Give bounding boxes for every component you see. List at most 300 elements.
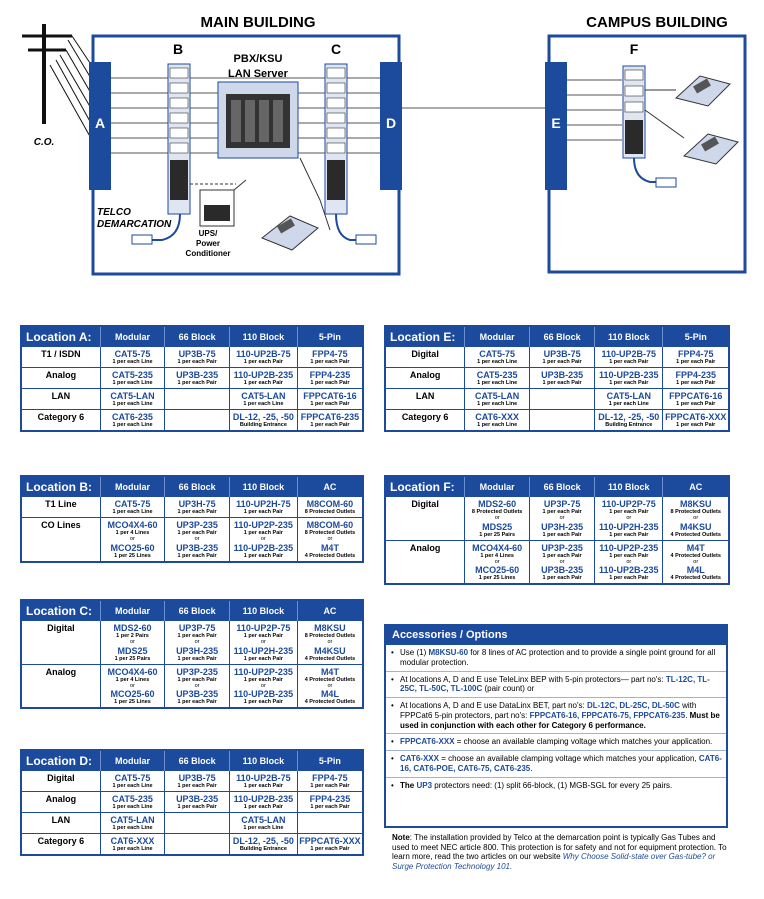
table-cell — [595, 347, 663, 368]
part-quantity: 1 per each Pair — [310, 380, 350, 386]
part-number: M4T — [320, 542, 339, 553]
part-quantity: 1 per 25 Pairs — [114, 655, 151, 662]
table-cell — [663, 347, 728, 368]
part-quantity: 1 per each Pair — [177, 509, 217, 515]
part-quantity: 1 per each Pair — [310, 783, 350, 789]
part-quantity: 1 per each Pair — [609, 531, 649, 538]
table-cell — [165, 389, 230, 410]
pbx-label-2: LAN Server — [228, 68, 288, 80]
part-number: 110-UP2P-235 — [233, 666, 293, 677]
row-label: LAN — [22, 813, 100, 834]
part-number: M8KSU — [314, 623, 346, 633]
article-link-surge-protection[interactable]: Surge Protection Technology 101 — [392, 861, 511, 871]
location-c-label: C — [330, 41, 342, 57]
part-number: UP3 — [416, 780, 433, 790]
row-label: Analog — [22, 368, 100, 389]
table-cell — [595, 497, 663, 541]
row-label: Digital — [22, 621, 100, 665]
part-quantity: 1 per each Line — [243, 401, 284, 407]
part-number: CAT5-75 — [114, 349, 151, 359]
table-cell — [465, 497, 530, 541]
part-number: FPPCAT6-235 — [300, 412, 360, 422]
or-separator: or — [260, 639, 266, 645]
part-quantity: 1 per each Pair — [177, 380, 217, 386]
part-quantity: 1 per each Line — [477, 380, 518, 386]
column-header: 110 Block — [229, 327, 297, 347]
part-quantity: 1 per 25 Pairs — [479, 531, 516, 538]
part-quantity: 1 per each Pair — [310, 422, 350, 428]
part-number: M4T — [320, 666, 339, 677]
table-cell — [100, 368, 165, 389]
table-cell — [100, 497, 165, 518]
part-quantity: 1 per each Pair — [609, 575, 649, 581]
part-quantity: 8 Protected Outlets — [304, 530, 356, 536]
table-row — [386, 540, 728, 583]
part-quantity: 1 per each Pair — [609, 380, 649, 386]
table-cell — [297, 347, 362, 368]
part-quantity: 4 Protected Outlets — [670, 575, 721, 581]
table-row — [22, 813, 362, 834]
part-quantity: 1 per each Pair — [177, 676, 217, 683]
location-b-label: B — [172, 41, 184, 57]
part-quantity: 1 per 25 Lines — [114, 699, 151, 705]
table-cell — [530, 497, 595, 541]
part-number: CAT6-XXX — [400, 754, 439, 763]
table-header-row — [22, 477, 362, 497]
accessories-title: Accessories / Options — [386, 626, 726, 645]
table-cell — [297, 410, 362, 431]
part-quantity: 1 per each Pair — [243, 655, 283, 662]
table-cell — [297, 813, 362, 834]
table-cell — [663, 368, 728, 389]
part-quantity: 1 per each Pair — [243, 633, 283, 639]
part-number: FPPCAT6-16 — [303, 391, 357, 401]
part-number: UP3P-235 — [541, 542, 583, 553]
cable-f-jack — [634, 158, 658, 182]
part-quantity: 1 per each Line — [112, 422, 153, 428]
location-a-label: A — [94, 115, 106, 131]
or-separator: or — [194, 682, 200, 689]
table-header-row — [22, 751, 362, 771]
part-number: FPPCAT6-XXX — [400, 737, 455, 747]
location-b-table — [20, 475, 364, 563]
table-cell — [100, 813, 165, 834]
table-cell — [165, 792, 230, 813]
accessory-text: At locations A, D and E use TeleLinx BEP with 5-pin protectors— part no's: — [400, 674, 666, 684]
table-cell — [297, 834, 362, 855]
part-quantity: Building Entrance — [239, 422, 287, 428]
part-quantity: 8 Protected Outlets — [471, 509, 523, 515]
accessory-text: The — [400, 780, 417, 790]
cable-c-jack — [336, 214, 358, 240]
part-quantity: 1 per each Pair — [310, 846, 350, 852]
table-cell — [595, 368, 663, 389]
part-number: CAT5-235 — [112, 794, 153, 804]
part-number: CAT5-LAN — [241, 391, 286, 401]
column-header: Modular — [100, 601, 165, 621]
part-number: 110-UP2H-235 — [233, 645, 294, 656]
part-quantity: 1 per each Pair — [243, 699, 283, 705]
network-diagram — [0, 0, 764, 290]
or-separator: or — [194, 639, 200, 645]
part-number: MDS25 — [482, 521, 513, 532]
part-quantity: 1 per each Pair — [243, 552, 283, 559]
part-number: MDS25 — [117, 645, 148, 656]
table-cell — [229, 497, 297, 518]
part-number: CAT5-235 — [476, 370, 518, 380]
table-cell — [530, 347, 595, 368]
part-number: FPP4-75 — [677, 349, 714, 359]
wall-jack-b-icon — [132, 235, 152, 244]
part-number: 110-UP2P-75 — [601, 499, 656, 509]
part-number: UP3H-75 — [178, 499, 216, 509]
table-cell — [100, 518, 165, 561]
part-quantity: 1 per each Pair — [676, 422, 716, 428]
part-quantity: 1 per each Line — [477, 401, 518, 407]
part-number: 110-UP2P-235 — [599, 542, 659, 553]
part-quantity: 1 per each Pair — [177, 804, 217, 810]
part-quantity: 4 Protected Outlets — [670, 531, 721, 538]
part-quantity: 1 per each Pair — [676, 380, 716, 386]
or-separator: or — [693, 558, 699, 565]
part-number: FPP4-235 — [675, 370, 716, 380]
location-f-label: F — [629, 41, 639, 57]
table-cell — [229, 771, 297, 792]
table-cell — [165, 410, 230, 431]
or-separator: or — [626, 515, 632, 521]
part-number: FPPCAT6-16 — [669, 391, 723, 401]
part-quantity: 8 Protected Outlets — [304, 509, 356, 515]
row-label: Analog — [22, 664, 100, 707]
table-title: Location B: — [22, 477, 100, 497]
table-cell — [100, 664, 165, 707]
part-quantity: 1 per each Line — [243, 825, 284, 831]
part-quantity: 1 per each Line — [112, 509, 153, 515]
part-number: UP3P-75 — [178, 623, 216, 633]
part-number: CAT6-XXX — [475, 412, 520, 422]
part-number: M4KSU — [679, 521, 712, 532]
part-number: CAT5-LAN — [474, 391, 520, 401]
column-header: 5-Pin — [297, 751, 362, 771]
table-row — [22, 518, 362, 561]
column-header: 66 Block — [165, 751, 230, 771]
part-quantity: 1 per each Pair — [310, 359, 350, 365]
part-number: 110-UP2B-75 — [601, 349, 657, 359]
part-number: M4T — [686, 542, 705, 553]
part-number: FPP4-75 — [312, 349, 348, 359]
table-cell — [297, 368, 362, 389]
location-table-grid — [22, 327, 362, 430]
column-header: 66 Block — [530, 477, 595, 497]
table-row — [22, 347, 362, 368]
part-number: UP3P-235 — [176, 520, 218, 530]
table-header-row — [22, 327, 362, 347]
location-d-label: D — [385, 115, 397, 131]
column-header: 110 Block — [229, 751, 297, 771]
or-separator: or — [327, 639, 333, 645]
table-row — [22, 389, 362, 410]
table-row — [22, 771, 362, 792]
pbx-label-1: PBX/KSU — [233, 53, 283, 65]
part-quantity: 1 per each Pair — [243, 783, 283, 789]
part-number: M8COM-60 — [306, 520, 354, 530]
table-header-row — [386, 327, 728, 347]
part-number: FPP4-235 — [309, 794, 351, 804]
table-cell — [530, 540, 595, 583]
part-number: 110-UP2B-235 — [233, 794, 294, 804]
location-table-grid — [22, 751, 362, 854]
table-cell — [297, 664, 362, 707]
note-label: Note — [392, 833, 410, 842]
column-header: AC — [663, 477, 728, 497]
row-label: Analog — [22, 792, 100, 813]
part-number: DL-12, -25, -50 — [598, 412, 660, 422]
part-number: UP3B-75 — [178, 349, 216, 359]
part-number: MDS2-60 — [478, 499, 517, 509]
co-label: C.O. — [33, 137, 55, 148]
wall-jack-f-icon — [656, 178, 676, 187]
part-number: CAT5-LAN — [606, 391, 651, 401]
part-number: MCO4X4-60 — [472, 542, 523, 553]
row-label: Digital — [386, 347, 465, 368]
column-header: 66 Block — [165, 601, 230, 621]
column-header: 66 Block — [530, 327, 595, 347]
table-cell — [229, 410, 297, 431]
part-quantity: 1 per each Line — [112, 380, 153, 386]
part-number: MCO25-60 — [110, 542, 155, 553]
ups-power-conditioner-icon — [200, 180, 246, 226]
part-number: FPPCAT6-16, FPPCAT6-75, FPPCAT6-235 — [529, 710, 686, 720]
part-number: M8KSU-60 — [428, 648, 469, 657]
part-quantity: 1 per each Line — [112, 359, 153, 365]
column-header: Modular — [100, 751, 165, 771]
table-row — [22, 621, 362, 665]
part-quantity: 1 per each Pair — [177, 530, 217, 536]
part-number: 110-UP2B-235 — [233, 542, 294, 553]
or-separator: or — [494, 558, 500, 565]
accessory-item — [386, 733, 726, 750]
part-number: UP3B-235 — [541, 370, 584, 380]
table-cell — [100, 621, 165, 665]
location-c-table — [20, 599, 364, 709]
accessory-text: Must be used in conjunction with each other for Category 6 performance. — [400, 710, 720, 730]
part-quantity: 1 per each Line — [608, 401, 649, 407]
table-cell — [663, 497, 728, 541]
wall-jack-c-icon — [356, 235, 376, 244]
table-cell — [229, 518, 297, 561]
part-quantity: 1 per each Pair — [177, 655, 217, 662]
table-cell — [465, 540, 530, 583]
table-row — [386, 347, 728, 368]
table-cell — [165, 497, 230, 518]
part-number: MCO25-60 — [475, 565, 520, 575]
part-number: 110-UP2P-235 — [233, 520, 293, 530]
row-label: T1 / ISDN — [22, 347, 100, 368]
table-cell — [663, 389, 728, 410]
article-link-solid-state[interactable]: Why Choose Solid-state over Gas-tube? — [562, 852, 706, 862]
part-number: FPP4-75 — [312, 773, 348, 783]
part-quantity: 1 per each Pair — [243, 509, 283, 515]
part-quantity: 4 Protected Outlets — [304, 655, 356, 662]
table-cell — [165, 347, 230, 368]
utility-pole-icon — [22, 24, 92, 140]
part-number: UP3B-235 — [541, 565, 584, 575]
part-number: MDS2-60 — [113, 623, 152, 633]
part-number: 110-UP2P-75 — [236, 623, 291, 633]
part-number: CAT5-LAN — [110, 391, 155, 401]
location-f-protector-rack — [623, 66, 645, 158]
part-quantity: 4 Protected Outlets — [304, 552, 356, 559]
part-number: 110-UP2H-75 — [236, 499, 291, 509]
accessory-text: Use (1) — [400, 648, 429, 657]
part-number: DL-12, -25, -50 — [232, 412, 294, 422]
accessory-item — [386, 697, 726, 733]
table-cell — [297, 389, 362, 410]
telephone-c-icon — [262, 216, 318, 250]
table-cell — [530, 389, 595, 410]
part-quantity: 1 per 4 Lines — [115, 676, 150, 683]
row-label: Analog — [386, 540, 465, 583]
part-quantity: 1 per each Pair — [542, 552, 582, 559]
table-cell — [165, 368, 230, 389]
table-cell — [229, 792, 297, 813]
location-c-protector-rack — [325, 64, 347, 214]
campus-building-title: CAMPUS BUILDING — [586, 14, 728, 31]
table-cell — [530, 368, 595, 389]
accessory-item — [386, 750, 726, 777]
table-cell — [100, 347, 165, 368]
table-title: Location E: — [386, 327, 465, 347]
part-number: UP3P-235 — [176, 666, 218, 677]
telco-demarcation-label-2: DEMARCATION — [97, 219, 172, 230]
part-number: UP3B-75 — [543, 349, 581, 359]
table-cell — [229, 664, 297, 707]
part-number: UP3H-235 — [176, 645, 219, 656]
or-separator: or — [559, 558, 565, 565]
part-quantity: 1 per each Line — [112, 846, 153, 852]
table-row — [22, 792, 362, 813]
part-number: CAT5-LAN — [110, 815, 155, 825]
part-quantity: 1 per each Pair — [542, 575, 582, 581]
pbx-server-icon — [218, 82, 298, 158]
part-number: M8KSU — [679, 499, 712, 509]
or-separator: or — [327, 682, 333, 689]
part-number: 110-UP2B-75 — [236, 349, 291, 359]
part-number: 110-UP2B-235 — [233, 370, 294, 380]
part-number: UP3P-75 — [543, 499, 581, 509]
part-number: CAT5-75 — [479, 349, 516, 359]
accessories-options-panel — [384, 624, 728, 828]
table-header-row — [22, 601, 362, 621]
part-quantity: 1 per 2 Pairs — [116, 633, 149, 639]
part-quantity: 1 per 25 Lines — [114, 552, 151, 559]
part-quantity: 1 per each Line — [477, 359, 518, 365]
or-separator: or — [494, 515, 500, 521]
accessories-list — [386, 645, 726, 793]
or-separator: or — [260, 682, 266, 689]
part-number: M4L — [320, 689, 339, 699]
or-separator: or — [626, 558, 632, 565]
table-cell — [100, 771, 165, 792]
part-quantity: 1 per each Pair — [243, 804, 283, 810]
telephone-f2-icon — [684, 134, 738, 164]
part-number: M4L — [686, 565, 705, 575]
part-quantity: 1 per each Pair — [542, 509, 582, 515]
accessory-text: protectors need: (1) split 66-block, (1) MGB-SGL for every 25 pairs. — [432, 780, 673, 790]
row-label: Category 6 — [22, 834, 100, 855]
table-header-row — [386, 477, 728, 497]
ups-label-1: UPS/ — [198, 229, 218, 238]
part-quantity: 1 per each Pair — [542, 531, 582, 538]
row-label: Analog — [386, 368, 465, 389]
table-cell — [100, 834, 165, 855]
table-cell — [229, 389, 297, 410]
part-number: CAT5-235 — [112, 370, 153, 380]
part-number: MCO4X4-60 — [107, 666, 158, 677]
location-a-table — [20, 325, 364, 432]
table-cell — [297, 497, 362, 518]
table-row — [386, 497, 728, 541]
or-separator: or — [130, 682, 135, 689]
location-table-grid — [386, 327, 728, 430]
part-quantity: 1 per each Pair — [310, 804, 350, 810]
row-label: T1 Line — [22, 497, 100, 518]
part-quantity: 1 per each Pair — [542, 359, 582, 365]
table-cell — [465, 347, 530, 368]
location-table-grid — [22, 477, 362, 561]
column-header: 66 Block — [165, 477, 230, 497]
or-separator: or — [327, 536, 333, 542]
table-cell — [100, 410, 165, 431]
part-number: FPPCAT6-XXX — [299, 836, 361, 846]
table-cell — [229, 834, 297, 855]
column-header: Modular — [465, 327, 530, 347]
table-cell — [595, 389, 663, 410]
table-cell — [663, 410, 728, 431]
part-quantity: Building Entrance — [605, 422, 653, 428]
table-cell — [100, 389, 165, 410]
table-cell — [297, 621, 362, 665]
location-table-grid — [22, 601, 362, 707]
note-body: : The installation provided by Telco at the demarcation point is typically Gas Tubes and used to meet NEC article 800. This protection is for safety and not for equipment protection. To learn more, read the two articles on our website — [392, 833, 727, 862]
row-label: LAN — [386, 389, 465, 410]
part-number: CAT5-LAN — [241, 815, 286, 825]
part-number: CAT5-75 — [114, 499, 151, 509]
part-number: CAT6-XXX — [110, 836, 155, 846]
column-header: 110 Block — [595, 477, 663, 497]
table-cell — [229, 368, 297, 389]
part-quantity: 1 per each Line — [112, 783, 153, 789]
part-quantity: 1 per each Pair — [243, 380, 283, 386]
table-title: Location D: — [22, 751, 100, 771]
accessory-text: = choose an available clamping voltage which matches your application. — [454, 737, 713, 747]
table-cell — [165, 771, 230, 792]
table-row — [386, 410, 728, 431]
part-number: CAT5-75 — [114, 773, 151, 783]
accessory-text: . — [530, 763, 533, 773]
table-row — [386, 389, 728, 410]
table-cell — [100, 792, 165, 813]
part-quantity: 1 per each Pair — [609, 552, 649, 559]
location-b-protector-rack — [168, 64, 190, 214]
part-number: CAT6-16, CAT6-POE, CAT6-75, CAT6-235 — [400, 754, 722, 773]
column-header: AC — [297, 477, 362, 497]
part-quantity: 1 per each Pair — [609, 359, 649, 365]
column-header: 5-Pin — [663, 327, 728, 347]
column-header: 110 Block — [229, 477, 297, 497]
part-quantity: 1 per each Pair — [177, 633, 217, 639]
table-row — [22, 410, 362, 431]
